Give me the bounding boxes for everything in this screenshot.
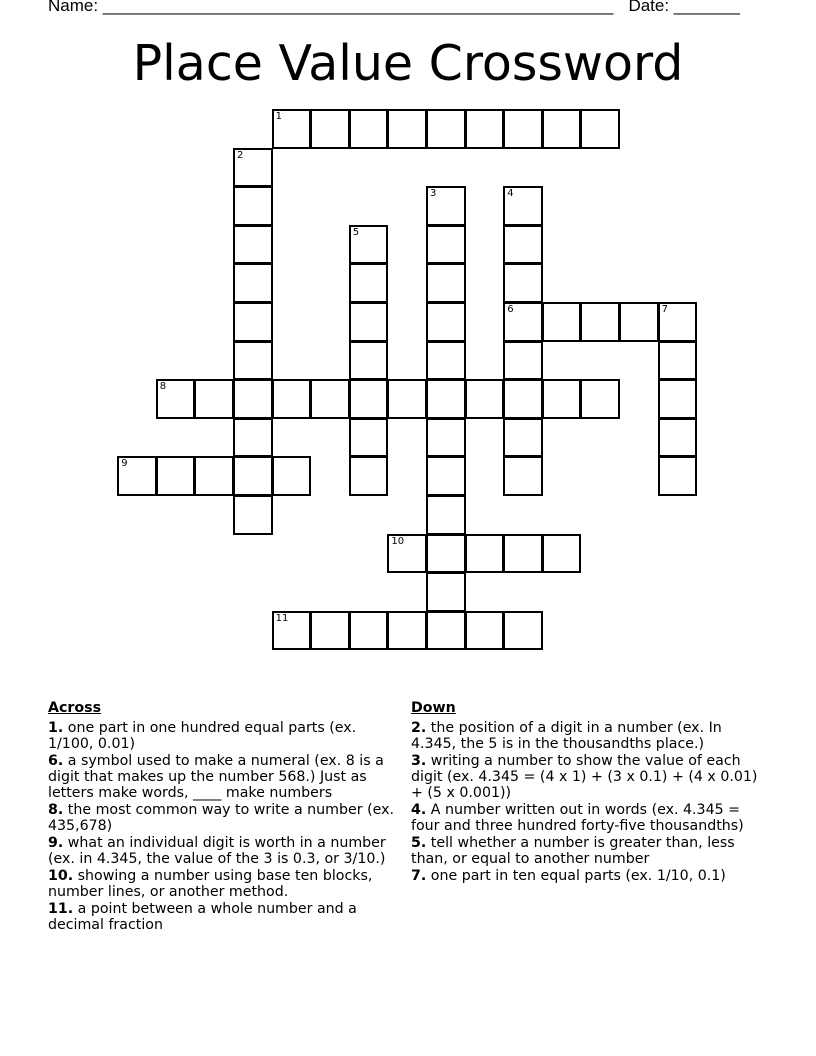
clue-text: showing a number using base ten blocks, number lines, or another method. xyxy=(48,868,373,900)
crossword-cell[interactable] xyxy=(387,611,427,651)
cell-number: 2 xyxy=(237,149,244,161)
crossword-cell[interactable] xyxy=(426,418,466,458)
clue-number: 7. xyxy=(411,868,427,884)
across-clue xyxy=(48,835,396,867)
clue-number: 6. xyxy=(48,753,64,769)
clue-number: 2. xyxy=(411,720,427,736)
crossword-cell[interactable] xyxy=(658,379,698,419)
across-clues xyxy=(48,700,396,934)
cell-number: 3 xyxy=(430,188,437,200)
crossword-cell[interactable] xyxy=(658,418,698,458)
crossword-cell[interactable] xyxy=(503,263,543,303)
cell-number: 5 xyxy=(352,226,360,238)
crossword-cell[interactable] xyxy=(426,456,466,496)
clue-number: 4. xyxy=(411,802,427,818)
down-clue xyxy=(411,753,761,801)
down-heading: Down xyxy=(411,700,456,716)
across-clue xyxy=(48,802,396,834)
crossword-cell[interactable] xyxy=(542,302,582,342)
crossword-cell[interactable] xyxy=(503,611,543,651)
crossword-cell[interactable] xyxy=(233,148,273,188)
clue-number: 8. xyxy=(48,802,64,818)
crossword-cell[interactable] xyxy=(233,456,273,496)
crossword-cell[interactable] xyxy=(542,379,582,419)
cell-number: 10 xyxy=(391,535,405,547)
crossword-cell[interactable] xyxy=(503,109,543,149)
crossword-cell[interactable] xyxy=(580,109,620,149)
crossword-cell[interactable] xyxy=(426,495,466,535)
clue-text: the position of a digit in a number (ex. In 4.345, the 5 is in the thousandths place.) xyxy=(411,720,722,752)
clue-number: 11. xyxy=(48,901,74,917)
crossword-cell[interactable] xyxy=(503,379,543,419)
crossword-cell[interactable] xyxy=(349,225,389,265)
page-title: Place Value Crossword xyxy=(132,35,684,92)
crossword-cell[interactable] xyxy=(503,534,543,574)
crossword-cell[interactable] xyxy=(387,379,427,419)
down-clues xyxy=(411,700,761,885)
crossword-cell[interactable] xyxy=(658,456,698,496)
crossword-cell[interactable] xyxy=(426,263,466,303)
crossword-cell[interactable] xyxy=(658,341,698,381)
clue-text: the most common way to write a number (ex. 435,678) xyxy=(48,802,394,834)
crossword-cell[interactable] xyxy=(465,379,505,419)
crossword-cell[interactable] xyxy=(542,534,582,574)
crossword-cell[interactable] xyxy=(503,418,543,458)
crossword-cell[interactable] xyxy=(349,611,389,651)
crossword-cell[interactable] xyxy=(580,379,620,419)
crossword-cell[interactable] xyxy=(503,456,543,496)
crossword-cell[interactable] xyxy=(156,379,196,419)
cell-number: 6 xyxy=(507,304,514,315)
clue-text: a point between a whole number and a decimal fraction xyxy=(48,901,357,933)
down-clue xyxy=(411,720,761,752)
crossword-cell[interactable] xyxy=(503,302,543,342)
crossword-cell[interactable] xyxy=(272,379,312,419)
crossword-cell[interactable] xyxy=(619,302,659,342)
crossword-cell[interactable] xyxy=(349,456,389,496)
crossword-cell[interactable] xyxy=(310,109,350,149)
crossword-cell[interactable] xyxy=(194,379,234,419)
crossword-cell[interactable] xyxy=(426,186,466,226)
crossword-cell[interactable] xyxy=(233,302,273,342)
crossword-cell[interactable] xyxy=(658,302,698,342)
crossword-cell[interactable] xyxy=(272,456,312,496)
crossword-cell[interactable] xyxy=(310,611,350,651)
cell-number: 7 xyxy=(661,304,668,315)
down-clue xyxy=(411,835,761,867)
crossword-cell[interactable] xyxy=(426,534,466,574)
cell-number: 11 xyxy=(275,612,289,624)
crossword-cell[interactable] xyxy=(426,302,466,342)
crossword-cell[interactable] xyxy=(465,109,505,149)
crossword-cell[interactable] xyxy=(233,341,273,381)
cell-number: 9 xyxy=(121,458,128,470)
clue-text: one part in ten equal parts (ex. 1/10, 0.1) xyxy=(430,868,726,884)
name-field-label: Name: ______________________________________________________ xyxy=(48,0,614,15)
clue-text: one part in one hundred equal parts (ex. 1/100, 0.01) xyxy=(48,720,357,752)
crossword-cell[interactable] xyxy=(272,611,312,651)
clue-number: 3. xyxy=(411,753,427,769)
crossword-cell[interactable] xyxy=(233,263,273,303)
crossword-cell[interactable] xyxy=(233,225,273,265)
across-clue xyxy=(48,720,396,752)
date-field-label: Date: _______ xyxy=(628,0,740,15)
cell-number: 4 xyxy=(507,188,514,200)
crossword-cell[interactable] xyxy=(542,109,582,149)
across-clue xyxy=(48,753,396,801)
crossword-cell[interactable] xyxy=(387,534,427,574)
crossword-cell[interactable] xyxy=(233,186,273,226)
crossword-cell[interactable] xyxy=(426,379,466,419)
crossword-cell[interactable] xyxy=(465,534,505,574)
clue-text: what an individual digit is worth in a number (ex. in 4.345, the value of the 3 is 0.3, or 3/10.) xyxy=(48,835,386,867)
crossword-cell[interactable] xyxy=(426,572,466,612)
crossword-cell[interactable] xyxy=(503,225,543,265)
crossword-cell[interactable] xyxy=(349,302,389,342)
crossword-cell[interactable] xyxy=(349,263,389,303)
clue-text: writing a number to show the value of each digit (ex. 4.345 = (4 x 1) + (3 x 0.1) + (4 x 0.01) + (5 x 0.001)) xyxy=(411,753,758,801)
crossword-cell[interactable] xyxy=(426,225,466,265)
crossword-cell[interactable] xyxy=(465,611,505,651)
crossword-cell[interactable] xyxy=(233,379,273,419)
clue-number: 5. xyxy=(411,835,427,851)
crossword-cell[interactable] xyxy=(503,341,543,381)
crossword-cell[interactable] xyxy=(272,109,312,149)
crossword-cell[interactable] xyxy=(349,379,389,419)
crossword-cell[interactable] xyxy=(580,302,620,342)
cell-number: 1 xyxy=(275,111,282,122)
crossword-cell[interactable] xyxy=(349,418,389,458)
crossword-cell[interactable] xyxy=(117,456,157,496)
crossword-cell[interactable] xyxy=(233,495,273,535)
clue-number: 1. xyxy=(48,720,64,736)
crossword-cell[interactable] xyxy=(426,109,466,149)
crossword-cell[interactable] xyxy=(349,109,389,149)
crossword-cell[interactable] xyxy=(194,456,234,496)
crossword-cell[interactable] xyxy=(349,341,389,381)
crossword-cell[interactable] xyxy=(233,418,273,458)
down-clue xyxy=(411,802,761,834)
clue-text: a symbol used to make a numeral (ex. 8 is a digit that makes up the number 568.) Just as letters make words, ____ make numbers xyxy=(48,753,384,801)
crossword-cell[interactable] xyxy=(387,109,427,149)
clue-number: 10. xyxy=(48,868,74,884)
down-clue xyxy=(411,868,761,884)
crossword-cell[interactable] xyxy=(310,379,350,419)
clue-number: 9. xyxy=(48,835,64,851)
across-clue xyxy=(48,868,396,900)
clue-text: tell whether a number is greater than, less than, or equal to another number xyxy=(411,835,735,867)
crossword-cell[interactable] xyxy=(426,611,466,651)
across-clue xyxy=(48,901,396,933)
crossword-cell[interactable] xyxy=(503,186,543,226)
crossword-cell[interactable] xyxy=(156,456,196,496)
clue-text: A number written out in words (ex. 4.345 = four and three hundred forty-five thousandths) xyxy=(411,802,744,834)
cell-number: 8 xyxy=(159,381,167,393)
across-heading: Across xyxy=(48,700,102,716)
crossword-cell[interactable] xyxy=(426,341,466,381)
